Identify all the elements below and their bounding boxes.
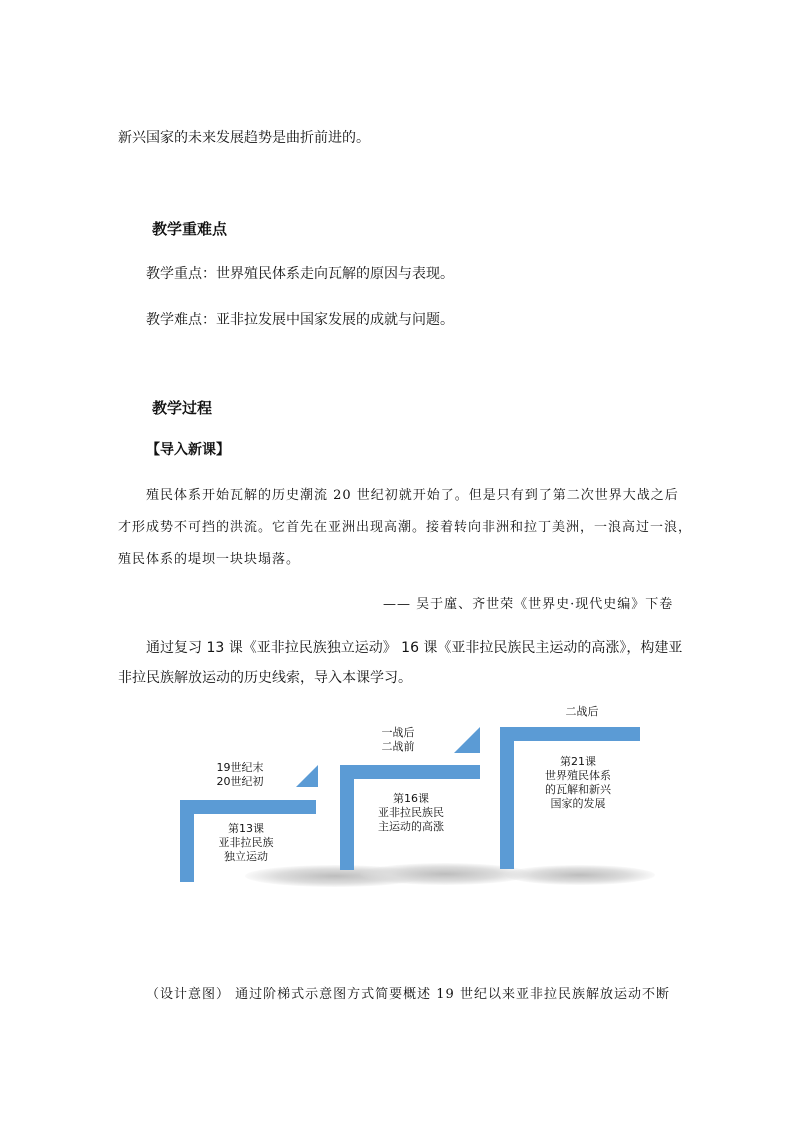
step-3-period: 二战后: [565, 705, 599, 718]
step-1-period: 19世纪末 20世纪初: [216, 761, 264, 788]
section-heading-process: 教学过程: [152, 399, 213, 417]
step-2-side-bar: [340, 765, 354, 870]
step-2-top-bar: [340, 765, 480, 779]
step-1-top-bar: [180, 800, 316, 814]
subheading-intro-lesson: 【导入新课】: [146, 442, 230, 458]
floor-shadow: [505, 865, 655, 885]
paragraph-intro-tail: 新兴国家的未来发展趋势是曲折前进的。: [118, 130, 370, 146]
step-2-lesson: 第16课 亚非拉民族民 主运动的高涨: [378, 792, 444, 833]
step-1-lesson: 第13课 亚非拉民族 独立运动: [218, 822, 274, 863]
review-line-2: 非拉民族解放运动的历史线索，导入本课学习。: [118, 670, 412, 686]
quote-line-1: 殖民体系开始瓦解的历史潮流 20 世纪初就开始了。但是只有到了第二次世界大战之后: [146, 488, 679, 503]
quote-line-3: 殖民体系的堤坝一块块塌落。: [118, 552, 301, 567]
step-3-top-bar: [500, 727, 640, 741]
quote-source: —— 吴于廑、齐世荣《世界史·现代史编》下卷: [383, 597, 674, 612]
teaching-difficulty: 教学难点：亚非拉发展中国家发展的成就与问题。: [146, 312, 454, 328]
step-1-side-bar: [180, 800, 194, 882]
design-intent: （设计意图） 通过阶梯式示意图方式简要概述 19 世纪以来亚非拉民族解放运动不断: [146, 987, 670, 1002]
step-2-arrow-tip: [454, 727, 480, 753]
step-3-lesson: 第21课 世界殖民体系 的瓦解和新兴 国家的发展: [545, 755, 611, 810]
review-line-1: 通过复习 13 课《亚非拉民族独立运动》 16 课《亚非拉民族民主运动的高涨》，构建亚: [146, 640, 683, 656]
teaching-focus: 教学重点：世界殖民体系走向瓦解的原因与表现。: [146, 266, 454, 282]
step-1-arrow-tip: [296, 765, 318, 787]
staircase-diagram: [150, 695, 660, 895]
quote-line-2: 才形成势不可挡的洪流。它首先在亚洲出现高潮。接着转向非洲和拉丁美洲，一浪高过一浪，: [118, 520, 693, 535]
step-3-side-bar: [500, 727, 514, 869]
section-heading-key-points: 教学重难点: [152, 220, 228, 238]
step-2-period: 一战后 二战前: [381, 726, 415, 753]
